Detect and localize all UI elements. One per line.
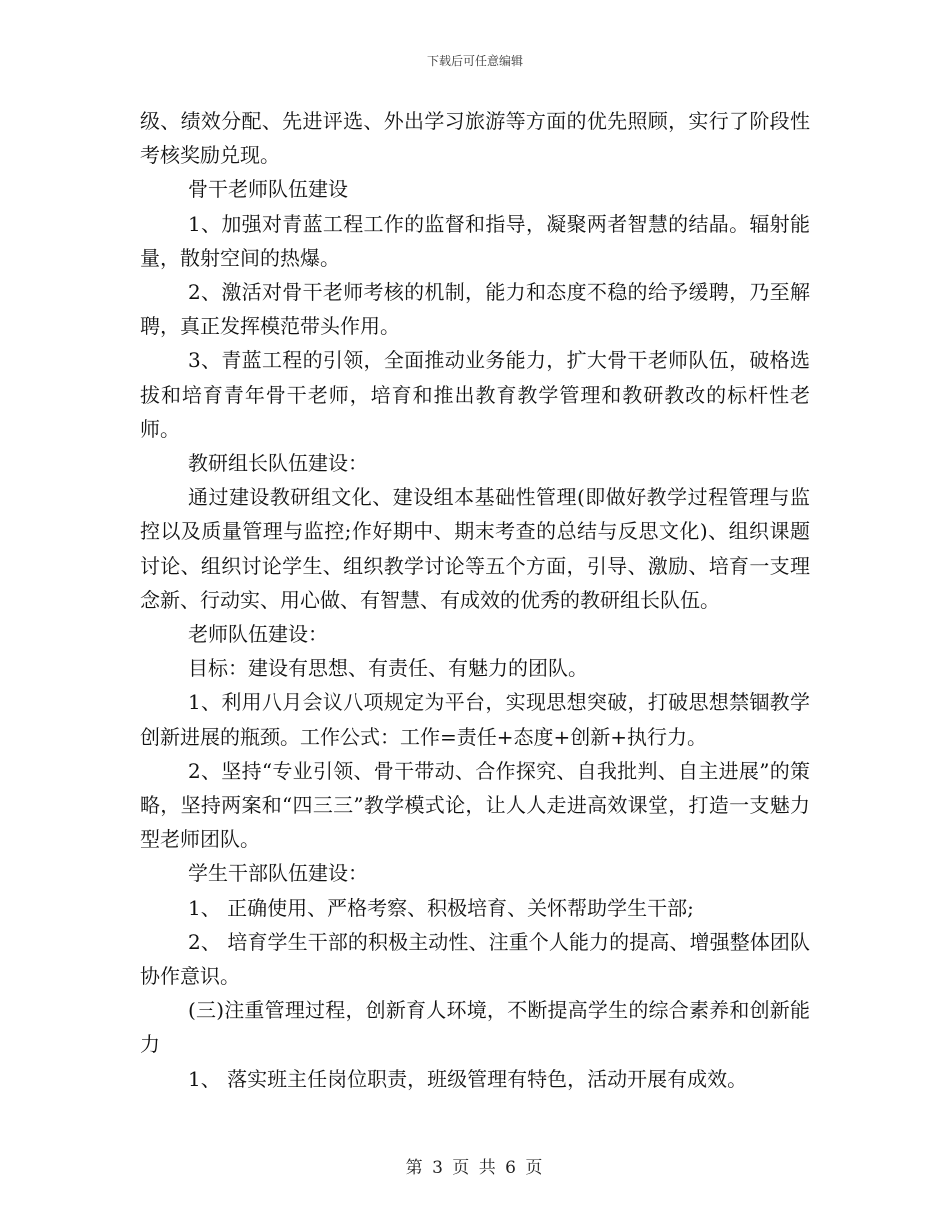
- paragraph-5: 3、青蓝工程的引领，全面推动业务能力，扩大骨干老师队伍，破格选拔和培育青年骨干老师，培育和推出教育教学管理和教研教改的标杆性老师。: [140, 348, 810, 441]
- paragraph-16: 1、 落实班主任岗位职责，班级管理有特色，活动开展有成效。: [188, 1066, 748, 1091]
- paragraph-4: 2、激活对骨干老师考核的机制，能力和态度不稳的给予缓聘，乃至解聘，真正发挥模范带头作用。: [140, 280, 810, 339]
- paragraph-13: 1、 正确使用、严格考察、积极培育、关怀帮助学生干部;: [188, 895, 694, 920]
- section-heading-research-leaders: 教研组长队伍建设：: [188, 451, 368, 476]
- page-header: 下载后可任意编辑: [426, 54, 523, 68]
- paragraph-1: 级、绩效分配、先进评选、外出学习旅游等方面的优先照顾，实行了阶段性考核奖励兑现。: [140, 109, 810, 168]
- section-heading-backbone-teachers: 骨干老师队伍建设: [188, 177, 348, 202]
- page-footer: 第 3 页 共 6 页: [405, 1158, 545, 1178]
- paragraph-14: 2、 培育学生干部的积极主动性、注重个人能力的提高、增强整体团队协作意识。: [140, 929, 810, 989]
- section-heading-student-cadres: 学生干部队伍建设：: [188, 861, 368, 886]
- paragraph-10: 1、利用八月会议八项规定为平台，实现思想突破，打破思想禁锢教学创新进展的瓶颈。工作公式：工作=责任+态度+创新+执行力。: [140, 690, 810, 749]
- paragraph-7: 通过建设教研组文化、建设组本基础性管理(即做好教学过程管理与监控以及质量管理与监控;作好期中、期末考查的总结与反思文化)、组织课题讨论、组织讨论学生、组织教学讨论等五个方面，引导、激励、培育一支理念新、行动实、用心做、有智慧、有成效的优秀的教研组长队伍。: [140, 485, 810, 612]
- paragraph-9: 目标：建设有思想、有责任、有魅力的团队。: [188, 656, 588, 681]
- paragraph-11: 2、坚持“专业引领、骨干带动、合作探究、自我批判、自主进展”的策略，坚持两案和“四三三”教学模式论，让人人走进高效课堂，打造一支魅力型老师团队。: [140, 758, 810, 852]
- paragraph-15: (三)注重管理过程，创新育人环境，不断提高学生的综合素养和创新能力: [140, 998, 810, 1057]
- section-heading-teachers: 老师队伍建设：: [188, 622, 328, 647]
- paragraph-3: 1、加强对青蓝工程工作的监督和指导，凝聚两者智慧的结晶。辐射能量，散射空间的热爆。: [140, 211, 810, 270]
- document-body: [140, 104, 810, 1096]
